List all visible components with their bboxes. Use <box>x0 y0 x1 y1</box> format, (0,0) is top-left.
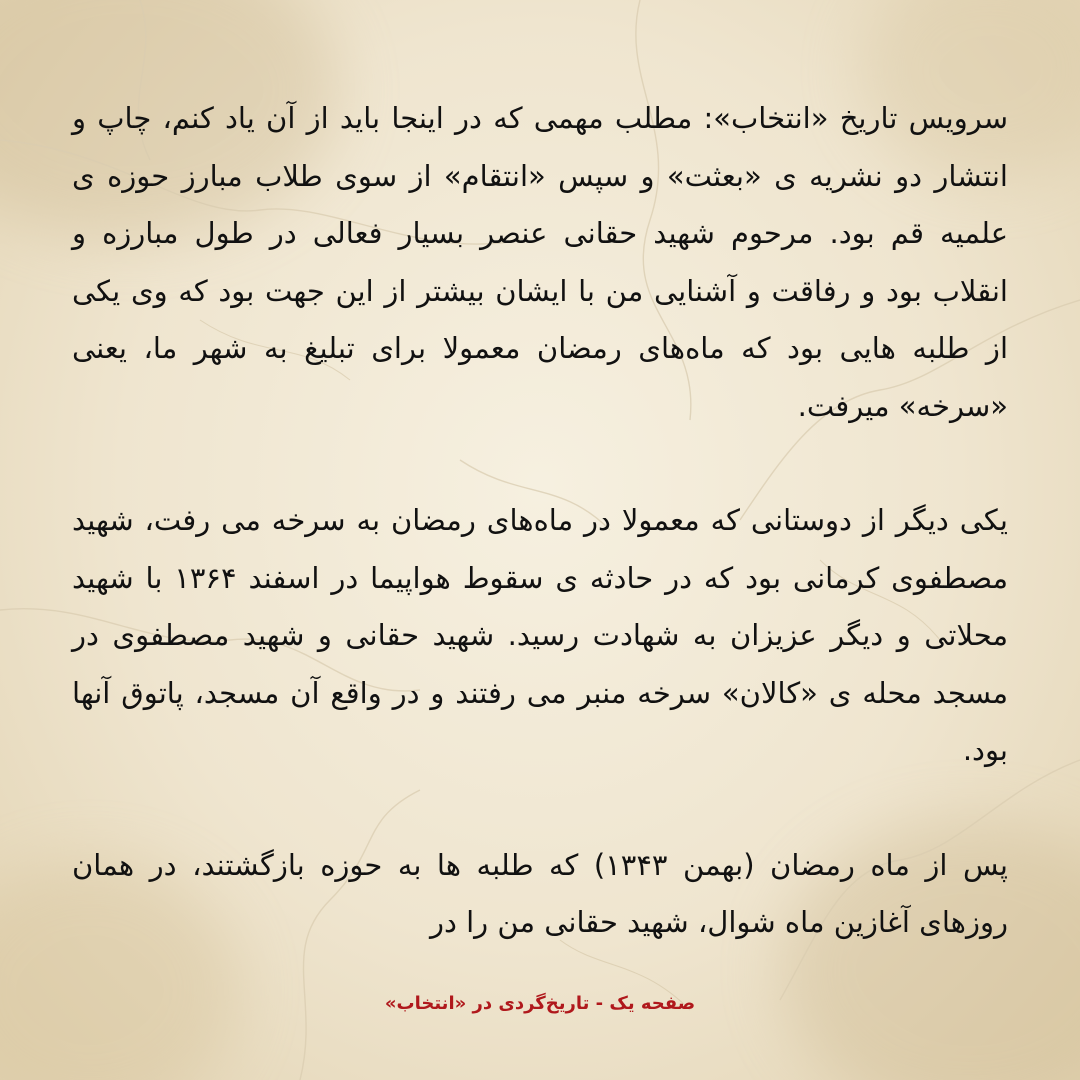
paragraph-1: سرویس تاریخ «انتخاب»: مطلب مهمی که در اینجا باید از آن یاد کنم، چاپ و انتشار دو نشریه ی «بعثت» و سپس «انتقام» از سوی طلاب مبارز حوزه ی علمیه قم بود. مرحوم شهید حقانی عنصر بسیار فعالی در طول مبارزه و انقلاب بود و رفاقت و آشنایی من با ایشان بیشتر از این جهت بود که وی یکی از طلبه هایی بود که ماه‌های رمضان معمولا برای تبلیغ به شهر ما، یعنی «سرخه» میرفت. <box>72 101 1008 423</box>
page-footer-caption: صفحه یک - تاریخ‌گردی در «انتخاب» <box>384 993 696 1014</box>
paragraph-3: پس از ماه رمضان (بهمن ۱۳۴۳) که طلبه ها به حوزه بازگشتند، در همان روزهای آغازین ماه شوال، شهید حقانی من را در <box>72 847 1008 939</box>
paragraph-2: یکی دیگر از دوستانی که معمولا در ماه‌های رمضان به سرخه می رفت، شهید مصطفوی کرمانی بود که در حادثه ی سقوط هواپیما در اسفند ۱۳۶۴ با شهید محلاتی و دیگر عزیزان به شهادت رسید. شهید حقانی و شهید مصطفوی در مسجد محله ی «کالان» سرخه منبر می رفتند و در واقع آن مسجد، پاتوق آنها بود. <box>72 503 1008 767</box>
article-body <box>72 90 1008 952</box>
